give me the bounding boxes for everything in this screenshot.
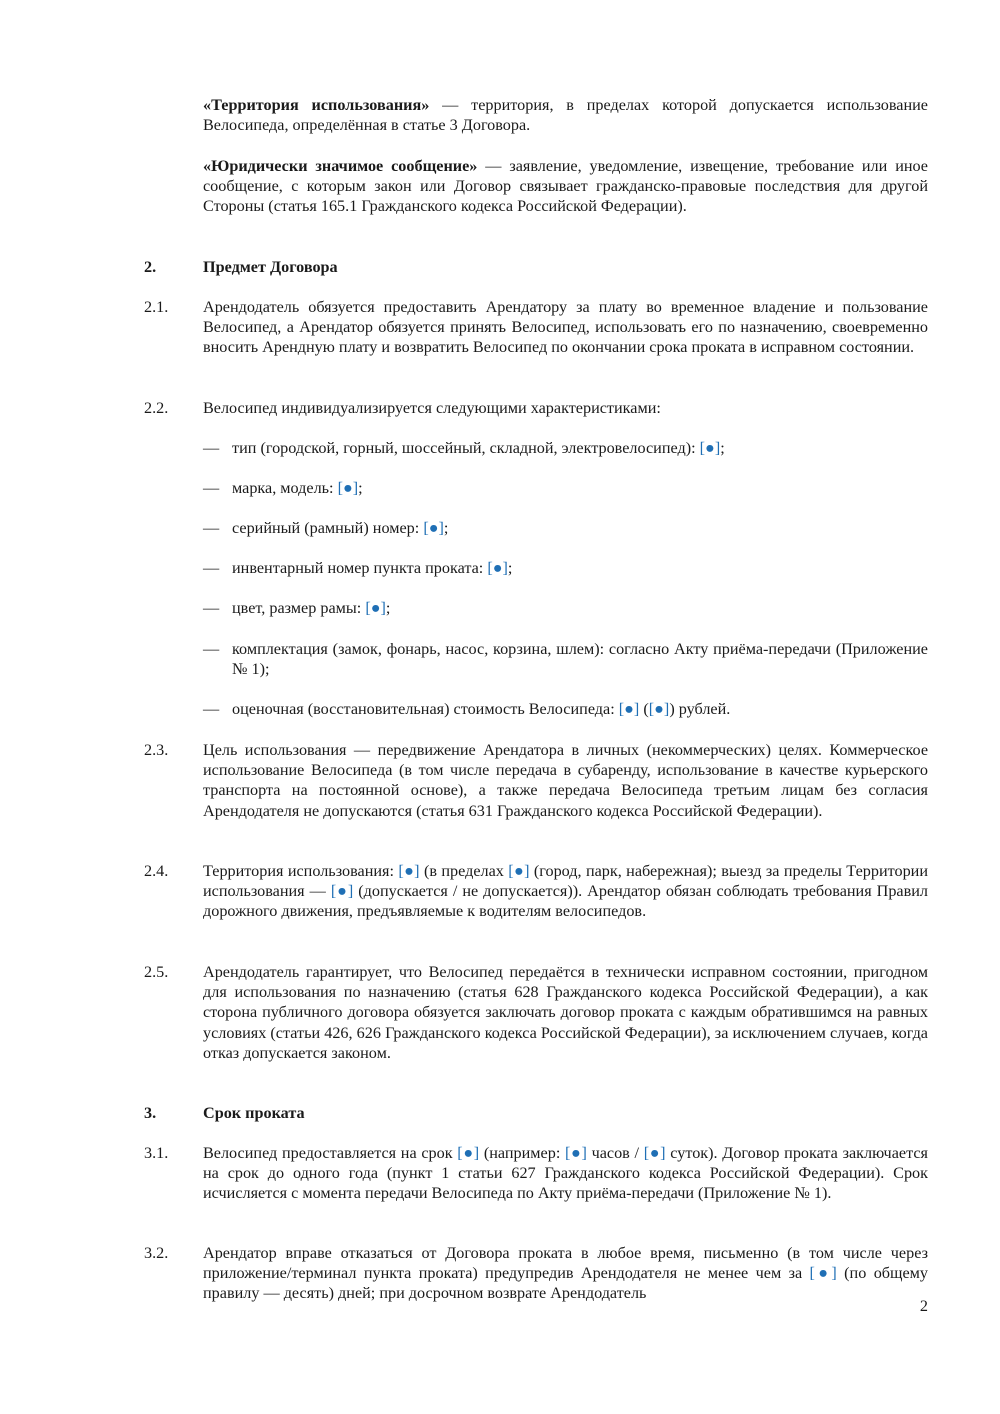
dash-bullet: — <box>203 479 220 497</box>
dash-bullet: — <box>203 559 220 577</box>
clause-2-5 <box>144 962 928 1063</box>
list-item-tail: ; <box>507 559 513 577</box>
list-item <box>203 518 928 538</box>
placeholder-marker: [●] <box>618 700 640 718</box>
placeholder-marker: [●] <box>330 882 354 901</box>
definition-territory <box>203 95 928 135</box>
list-item-text: ( <box>639 700 649 718</box>
list-item-text: оценочная (восстановительная) стоимость Велосипеда: <box>232 700 619 718</box>
dash-bullet: — <box>203 439 220 457</box>
clause-3-1 <box>144 1143 928 1204</box>
placeholder-marker: [●] <box>487 559 508 577</box>
list-item <box>203 598 928 618</box>
placeholder-marker: [●] <box>648 700 670 718</box>
clause-text: Арендатор вправе отказаться от Договора проката в любое время, письменно (в том числе через приложение/терминал пункта проката) предупредив Арендодателя не менее чем за [●] (по общему правилу — десять) дней; при досрочном возврате Арендодатель <box>203 1244 929 1303</box>
dash-bullet: — <box>203 640 220 658</box>
clause-number: 3.1. <box>144 1144 169 1162</box>
clause-number: 2.2. <box>144 399 169 417</box>
clause-number: 2.5. <box>144 963 169 981</box>
clause-number: 3.2. <box>144 1244 169 1262</box>
definition-term: «Территория использования» <box>203 96 430 114</box>
placeholder-marker: [●] <box>565 1144 587 1162</box>
list-item-text: марка, модель: <box>232 479 338 497</box>
section-title: Предмет Договора <box>203 258 338 276</box>
list-item-text: цвет, размер рамы: <box>232 599 366 617</box>
clause-number: 2.1. <box>144 298 169 316</box>
section-number: 3. <box>144 1104 157 1122</box>
placeholder-marker: [●] <box>809 1264 837 1283</box>
page-number: 2 <box>919 1297 928 1315</box>
list-item <box>203 699 928 719</box>
definition-text: — территория, в пределах которой допускается использование Велосипеда, определённая в статье 3 Договора. <box>203 96 928 135</box>
placeholder-marker: [●] <box>337 479 359 497</box>
list-item-tail: ; <box>443 519 449 537</box>
list-item-tail: ; <box>720 439 725 457</box>
list-item <box>203 478 928 498</box>
placeholder-marker: [●] <box>699 439 721 457</box>
section-number: 2. <box>144 258 157 276</box>
clause-2-3 <box>144 740 928 821</box>
list-item <box>203 558 928 578</box>
definition-legal-message <box>203 156 928 217</box>
section-title: Срок проката <box>203 1104 305 1122</box>
list-item <box>203 639 928 679</box>
placeholder-marker: [●] <box>643 1144 666 1162</box>
clause-2-1 <box>144 297 928 358</box>
list-item-tail: ; <box>385 599 391 617</box>
clause-2-4 <box>144 861 928 922</box>
placeholder-marker: [●] <box>398 862 420 880</box>
placeholder-marker: [●] <box>365 599 386 617</box>
dash-bullet: — <box>203 599 220 617</box>
list-item-text: комплектация (замок, фонарь, насос, корзина, шлем): согласно Акту приёма-передачи (Приложение № 1); <box>232 640 928 679</box>
list-item-text: тип (городской, горный, шоссейный, складной, электровелосипед): <box>232 439 700 457</box>
definition-text: — заявление, уведомление, извещение, требование или иное сообщение, с которым закон или Договор связывает гражданско-правовые последствия для другой Стороны (статья 165.1 Гражданского кодекса Российской Федерации). <box>203 157 928 216</box>
list-item-tail: ; <box>358 479 363 497</box>
clause-text: Территория использования: [●] (в пределах [●] (город, парк, набережная); выезд за пределы Территории использования — [●] (допускается / не допускается)). Арендатор обязан соблюдать требования Правил дорожного движения, предъявляемые к водителям велосипедов. <box>203 862 928 921</box>
list-item <box>203 438 928 458</box>
dash-bullet: — <box>203 700 220 718</box>
clause-text: Велосипед индивидуализируется следующими характеристиками: <box>203 399 661 417</box>
list-item-text: инвентарный номер пункта проката: <box>232 559 488 577</box>
placeholder-marker: [●] <box>457 1144 480 1162</box>
clause-number: 2.4. <box>144 862 169 880</box>
clause-2-2 <box>144 398 928 418</box>
list-item-text: серийный (рамный) номер: <box>232 519 424 537</box>
dash-bullet: — <box>203 519 220 537</box>
clause-text: Арендодатель обязуется предоставить Арендатору за плату во временное владение и пользование Велосипед, а Арендатор обязуется принять Велосипед, использовать его по назначению, своевременно вносить Арендную плату и возвратить Велосипед по окончании срока проката в исправном состоянии. <box>203 298 928 357</box>
definition-term: «Юридически значимое сообщение» <box>203 157 478 175</box>
placeholder-marker: [●] <box>423 519 444 537</box>
clause-text: Арендодатель гарантирует, что Велосипед передаётся в технически исправном состоянии, пригодном для использования по назначению (статья 628 Гражданского кодекса Российской Федерации), а как сторона публичного договора обязуется заключать договор проката с каждым обратившимся на равных условиях (статьи 426, 626 Гражданского кодекса Российской Федерации), за исключением случаев, когда отказ допускается законом. <box>203 963 928 1062</box>
list-item-tail: ) рублей. <box>669 700 731 718</box>
clause-number: 2.3. <box>144 741 169 759</box>
clause-text: Цель использования — передвижение Арендатора в личных (некоммерческих) целях. Коммерческое использование Велосипеда (в том числе передача в субаренду, использование в качестве курьерского транспорта на постоянной основе), а также передача Велосипеда третьим лицам без согласия Арендодателя не допускаются (статья 631 Гражданского кодекса Российской Федерации). <box>203 741 928 820</box>
clause-3-2 <box>144 1243 928 1304</box>
placeholder-marker: [●] <box>508 862 530 880</box>
clause-text: Велосипед предоставляется на срок [●] (например: [●] часов / [●] суток). Договор проката заключается на срок до одного года (пункт 1 статьи 627 Гражданского кодекса Российской Федерации). Срок исчисляется с момента передачи Велосипеда по Акту приёма-передачи (Приложение № 1). <box>203 1144 928 1203</box>
